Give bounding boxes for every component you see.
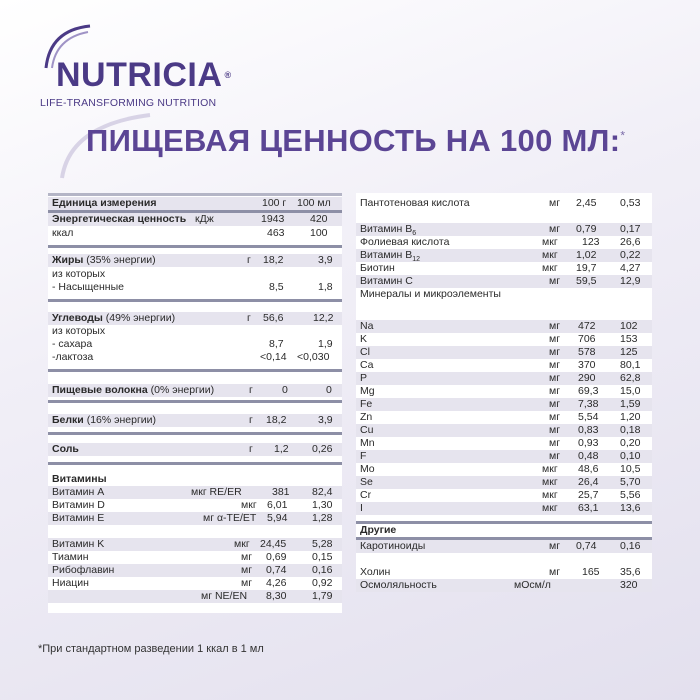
mineral-row xyxy=(356,320,652,333)
mineral-row xyxy=(356,502,652,515)
vitamin-row: Витамин D мкг 6,01 1,30 xyxy=(52,499,333,511)
carbs-sub-row: из которых xyxy=(52,325,106,337)
brand-name: NUTRICIA ® xyxy=(56,56,232,94)
mineral-row xyxy=(356,424,652,437)
mineral-row xyxy=(356,398,652,411)
other-row: Холин мг 165 35,6 xyxy=(360,566,641,578)
mineral-v2: 0,20 xyxy=(620,437,641,449)
vitamins-title: Витамины xyxy=(52,473,107,485)
mineral-v1: 0,83 xyxy=(578,424,599,436)
other-row: Каротиноиды мг 0,74 0,16 xyxy=(356,540,652,553)
mineral-v2: 0,10 xyxy=(620,450,641,462)
mineral-unit: мг xyxy=(549,346,561,358)
mineral-name: F xyxy=(360,450,367,462)
mineral-row xyxy=(356,333,652,346)
mineral-v2: 5,56 xyxy=(620,489,641,501)
vitamin-row: Пантотеновая кислота мг 2,45 0,53 xyxy=(360,197,641,209)
mineral-v1: 472 xyxy=(578,320,596,332)
vitamin-row: Витамин $B_6$ мг 0,79 0,17 xyxy=(356,223,652,236)
header-row: Единица измерения 100 г 100 мл xyxy=(48,197,342,210)
vitamin-row: Витамин K мкг 24,45 5,28 xyxy=(48,538,342,551)
fiber-row: Пищевые волокна (0% энергии) г 0 0 xyxy=(48,384,342,397)
carbs-sugar-row: - сахара 8,7 1,9 xyxy=(52,338,333,350)
vitamin-row: Витамин $B_{12}$ мкг 1,02 0,22 xyxy=(356,249,652,262)
mineral-unit: мг xyxy=(549,333,561,345)
mineral-v2: 1,20 xyxy=(620,411,641,423)
mineral-v2: 0,18 xyxy=(620,424,641,436)
energy-row: Энергетическая ценность кДж 1943 420 xyxy=(48,213,342,226)
carbs-row: Углеводы (49% энергии) г 56,6 12,2 xyxy=(48,312,342,325)
mineral-name: Cr xyxy=(360,489,372,501)
mineral-name: Se xyxy=(360,476,373,488)
vitamin-row: Витамин A мкг RE/ER 381 82,4 xyxy=(48,486,342,499)
mineral-row xyxy=(356,463,652,476)
mineral-unit: мг xyxy=(549,359,561,371)
nutrition-table-right xyxy=(356,193,652,591)
other-title: Другие xyxy=(360,524,397,536)
nutrition-table-left xyxy=(48,193,342,613)
mineral-v1: 370 xyxy=(578,359,596,371)
mineral-unit: мг xyxy=(549,385,561,397)
minerals-title: Минералы и микроэлементы xyxy=(360,288,501,300)
vitamin-row: Витамин E мг α-TE/ET 5,94 1,28 xyxy=(48,512,342,525)
fat-sub-row: из которых xyxy=(52,268,106,280)
mineral-v2: 153 xyxy=(620,333,638,345)
mineral-unit: мг xyxy=(549,398,561,410)
mineral-v2: 1,59 xyxy=(620,398,641,410)
mineral-v2: 125 xyxy=(620,346,638,358)
vitamin-row: Ниацин мг 4,26 0,92 xyxy=(52,577,333,589)
energy-kcal-row: ккал 463 100 xyxy=(52,227,328,239)
protein-row: Белки (16% энергии) г 18,2 3,9 xyxy=(48,414,342,427)
mineral-name: Mg xyxy=(360,385,375,397)
vitamin-row: мг NE/EN 8,30 1,79 xyxy=(48,590,342,603)
mineral-v2: 62,8 xyxy=(620,372,641,384)
mineral-name: Cu xyxy=(360,424,374,436)
mineral-v2: 5,70 xyxy=(620,476,641,488)
mineral-name: Mo xyxy=(360,463,375,475)
mineral-v1: 26,4 xyxy=(578,476,599,488)
mineral-v1: 706 xyxy=(578,333,596,345)
mineral-name: I xyxy=(360,502,363,514)
brand-tagline: LIFE-TRANSFORMING NUTRITION xyxy=(40,97,217,109)
carbs-lactose-row: -лактоза <0,14 <0,030 xyxy=(52,351,330,363)
mineral-name: Fe xyxy=(360,398,373,410)
mineral-name: Na xyxy=(360,320,374,332)
vitamin-row: Рибофлавин мг 0,74 0,16 xyxy=(48,564,342,577)
mineral-unit: мг xyxy=(549,450,561,462)
mineral-v1: 290 xyxy=(578,372,596,384)
mineral-row xyxy=(356,359,652,372)
mineral-name: Cl xyxy=(360,346,370,358)
mineral-name: K xyxy=(360,333,368,345)
mineral-v1: 0,48 xyxy=(578,450,599,462)
mineral-row xyxy=(356,411,652,424)
mineral-v2: 10,5 xyxy=(620,463,641,475)
mineral-row xyxy=(356,489,652,502)
mineral-name: P xyxy=(360,372,368,384)
mineral-unit: мкг xyxy=(542,463,558,475)
other-row: Осмоляльность мОсм/л 320 xyxy=(356,579,652,592)
mineral-v1: 69,3 xyxy=(578,385,599,397)
decorative-arc-icon xyxy=(0,0,700,200)
fat-saturated-row: - Насыщенные 8,5 1,8 xyxy=(52,281,333,293)
vitamin-row: Фолиевая кислота мкг 123 26,6 xyxy=(360,236,641,248)
mineral-unit: мг xyxy=(549,411,561,423)
mineral-v1: 25,7 xyxy=(578,489,599,501)
mineral-unit: мг xyxy=(549,437,561,449)
mineral-v1: 48,6 xyxy=(578,463,599,475)
mineral-row xyxy=(356,385,652,398)
mineral-row xyxy=(356,437,652,450)
vitamin-row: Биотин мкг 19,7 4,27 xyxy=(360,262,641,274)
mineral-v2: 15,0 xyxy=(620,385,641,397)
footnote: *При стандартном разведении 1 ккал в 1 мл xyxy=(38,643,264,655)
mineral-v1: 63,1 xyxy=(578,502,599,514)
mineral-v1: 7,38 xyxy=(578,398,599,410)
page-title: ПИЩЕВАЯ ЦЕННОСТЬ НА 100 МЛ:* xyxy=(86,123,626,158)
mineral-name: Zn xyxy=(360,411,373,423)
mineral-name: Ca xyxy=(360,359,374,371)
mineral-v2: 13,6 xyxy=(620,502,641,514)
salt-row: Соль г 1,2 0,26 xyxy=(48,443,342,456)
mineral-row xyxy=(356,346,652,359)
mineral-unit: мг xyxy=(549,320,561,332)
mineral-name: Mn xyxy=(360,437,375,449)
mineral-unit: мкг xyxy=(542,489,558,501)
mineral-v2: 102 xyxy=(620,320,638,332)
table-divider xyxy=(48,193,342,196)
mineral-v2: 80,1 xyxy=(620,359,641,371)
mineral-v1: 578 xyxy=(578,346,596,358)
mineral-unit: мкг xyxy=(542,476,558,488)
mineral-unit: мкг xyxy=(542,502,558,514)
mineral-row xyxy=(356,450,652,463)
mineral-v1: 5,54 xyxy=(578,411,599,423)
fat-row: Жиры (35% энергии) г 18,2 3,9 xyxy=(48,254,342,267)
vitamin-row: Витамин C мг 59,5 12,9 xyxy=(356,275,652,288)
mineral-row xyxy=(356,372,652,385)
vitamin-row: Тиамин мг 0,69 0,15 xyxy=(52,551,333,563)
mineral-unit: мг xyxy=(549,424,561,436)
mineral-row xyxy=(356,476,652,489)
mineral-v1: 0,93 xyxy=(578,437,599,449)
mineral-unit: мг xyxy=(549,372,561,384)
